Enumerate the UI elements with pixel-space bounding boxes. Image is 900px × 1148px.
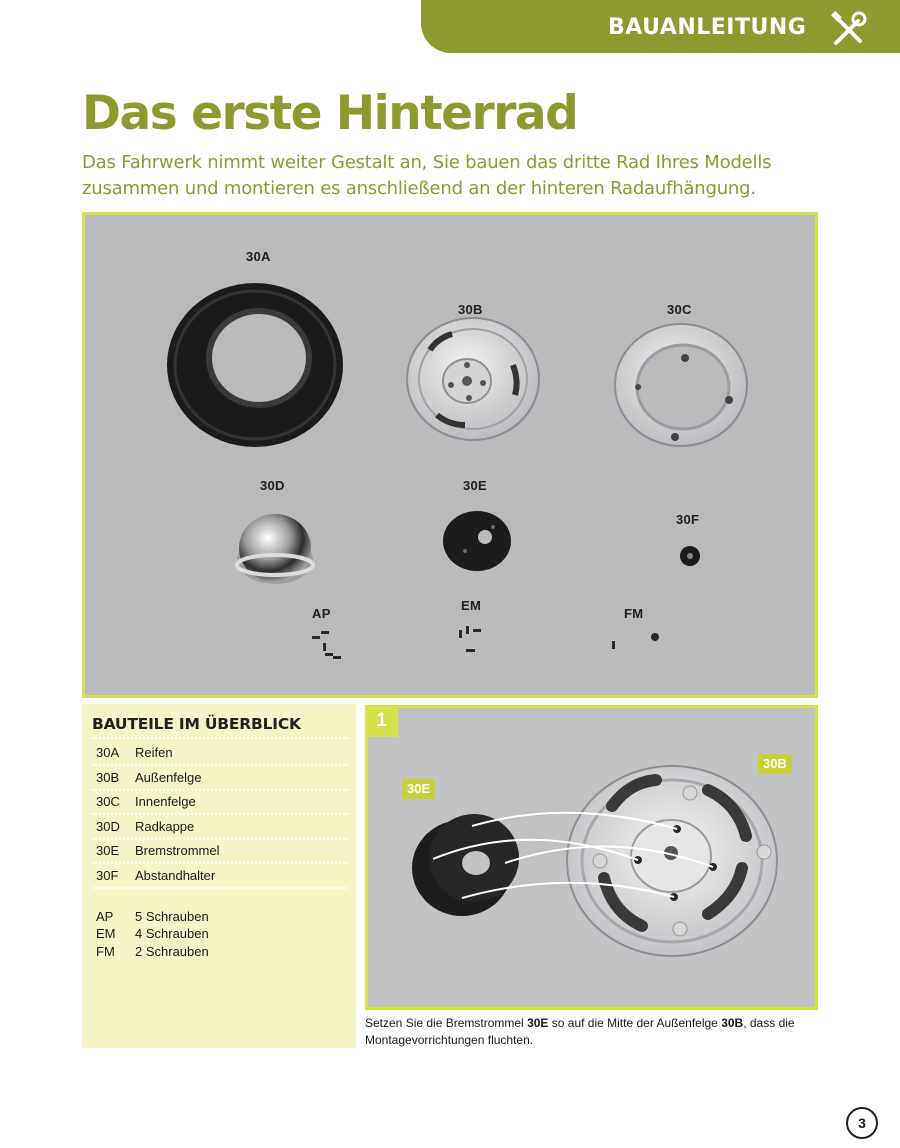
part-code: 30F <box>96 868 119 883</box>
part-name: Innenfelge <box>135 794 196 809</box>
label-30b: 30B <box>458 302 483 317</box>
part-row <box>92 789 348 815</box>
part-code: 30D <box>96 819 120 834</box>
part-code: 30C <box>96 794 120 809</box>
part-name: Abstandhalter <box>135 868 216 883</box>
part-row <box>92 814 348 840</box>
screw-code: FM <box>96 944 115 959</box>
label-30d: 30D <box>260 478 285 493</box>
label-30a: 30A <box>246 249 271 264</box>
parts-photo <box>82 212 818 698</box>
step-number: 1 <box>365 705 398 737</box>
parts-overview <box>82 704 356 1048</box>
heading-divider <box>92 737 348 739</box>
label-fm: FM <box>624 606 644 621</box>
brake-drum-30e <box>443 511 511 571</box>
intro-line-1: Das Fahrwerk nimmt weiter Gestalt an, Sie bauen das dritte Rad Ihres Modells <box>82 152 772 173</box>
brake-drum-30e <box>412 814 519 916</box>
label-em: EM <box>461 598 482 613</box>
tag-30b: 30B <box>758 754 792 774</box>
label-ap: AP <box>312 606 331 621</box>
part-name: Radkappe <box>135 819 195 834</box>
part-code: 30B <box>96 770 120 785</box>
parts-photo-drawing <box>85 215 815 695</box>
hubcap-30d <box>237 514 313 584</box>
part-code: 30A <box>96 745 120 760</box>
step-photo-drawing <box>368 708 815 1007</box>
tag-30e: 30E <box>402 779 435 799</box>
page-title: Das erste Hinterrad <box>82 86 578 141</box>
screws-fm <box>612 633 659 649</box>
screw-count: 2 Schrauben <box>135 944 209 959</box>
screw-count: 5 Schrauben <box>135 909 209 924</box>
screw-count: 4 Schrauben <box>135 926 209 941</box>
part-name: Außenfelge <box>135 770 202 785</box>
intro-text <box>82 150 842 202</box>
caption-bold-30e: 30E <box>527 1016 549 1030</box>
outer-rim-30b <box>407 318 539 440</box>
caption-bold-30b: 30B <box>721 1016 744 1030</box>
label-30c: 30C <box>667 302 692 317</box>
parts-heading: BAUTEILE IM ÜBERBLICK <box>92 715 301 733</box>
part-row <box>92 740 348 766</box>
step-caption <box>365 1015 815 1049</box>
spacer-30f <box>680 546 700 566</box>
part-row <box>92 838 348 864</box>
screw-code: AP <box>96 909 114 924</box>
tire-30a <box>167 283 343 447</box>
part-row <box>92 765 348 791</box>
part-code: 30E <box>96 843 120 858</box>
part-name: Bremstrommel <box>135 843 220 858</box>
page-number: 3 <box>846 1107 878 1139</box>
intro-line-2: zusammen und montieren es anschließend an der hinteren Radaufhängung. <box>82 178 756 199</box>
tools-icon <box>828 9 868 49</box>
inner-rim-30c <box>615 324 747 446</box>
step-photo <box>365 705 818 1010</box>
screws-em <box>459 626 481 652</box>
part-name: Reifen <box>135 745 173 760</box>
caption-text-1: Setzen Sie die Bremstrommel <box>365 1016 528 1030</box>
label-30e: 30E <box>463 478 488 493</box>
label-30f: 30F <box>676 512 700 527</box>
part-row <box>92 863 348 889</box>
header-title: BAUANLEITUNG <box>608 15 807 40</box>
screws-ap <box>312 631 341 659</box>
caption-text-3: , dass die Montagevorrichtungen fluchten. <box>365 1016 795 1047</box>
outer-rim-30b <box>567 766 777 956</box>
caption-text-2: so auf die Mitte der Außenfelge <box>548 1016 722 1030</box>
screw-code: EM <box>96 926 116 941</box>
